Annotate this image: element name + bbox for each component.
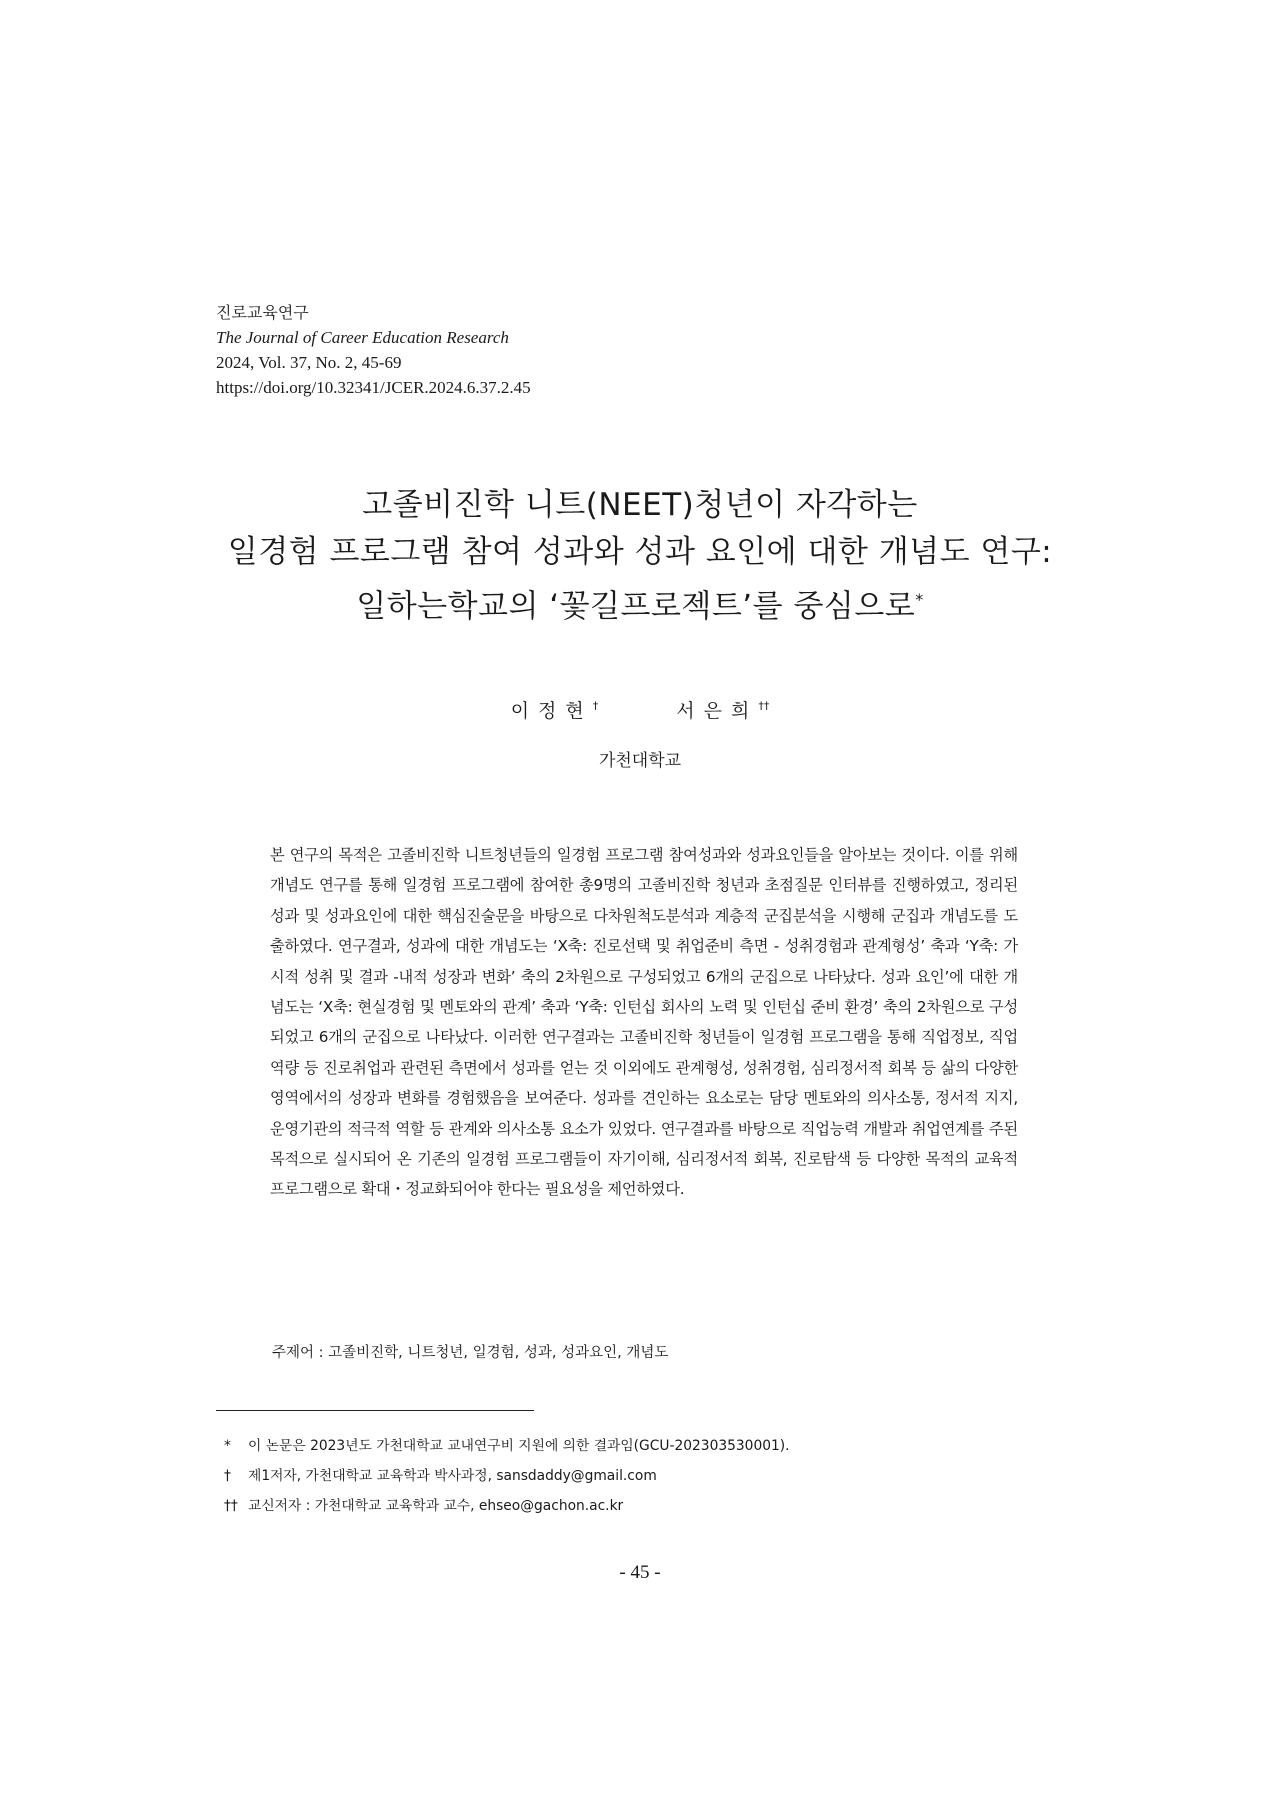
- author-1-name: 이정현: [510, 700, 593, 722]
- author-1-mark: †: [592, 699, 599, 713]
- footnote-divider: [216, 1410, 534, 1411]
- footnotes: [224, 1431, 790, 1521]
- journal-doi[interactable]: https://doi.org/10.32341/JCER.2024.6.37.2.45: [216, 378, 531, 397]
- journal-name-ko: 진로교육연구: [216, 303, 309, 322]
- footnote-3: [224, 1491, 790, 1521]
- footnote-3-mark: ††: [224, 1498, 238, 1514]
- footnote-1-text: 이 논문은 2023년도 가천대학교 교내연구비 지원에 의한 결과임(GCU-202303530001).: [248, 1438, 790, 1454]
- footnote-3-text: 교신저자 : 가천대학교 교육학과 교수, ehseo@gachon.ac.kr: [248, 1498, 624, 1514]
- footnote-2: [224, 1461, 790, 1491]
- journal-info: [216, 300, 531, 400]
- author-2-name: 서은희: [676, 700, 759, 722]
- title-line-3: 일하는학교의 ‘꽃길프로젝트’를 중심으로: [356, 588, 916, 625]
- title-line-1: 고졸비진학 니트(NEET)청년이 자각하는: [362, 487, 918, 523]
- title-line-3-wrap: [0, 576, 1280, 630]
- footnote-2-text: 제1저자, 가천대학교 교육학과 박사과정, sansdaddy@gmail.com: [248, 1468, 657, 1484]
- footnote-2-mark: †: [224, 1468, 231, 1484]
- title-line-2: 일경험 프로그램 참여 성과와 성과 요인에 대한 개념도 연구:: [227, 534, 1053, 570]
- journal-name-en: The Journal of Career Education Research: [216, 328, 509, 347]
- author-list: [0, 696, 1280, 723]
- abstract: 본 연구의 목적은 고졸비진학 니트청년들의 일경험 프로그램 참여성과와 성과요인들을 알아보는 것이다. 이를 위해 개념도 연구를 통해 일경험 프로그램에 참여한 총9명의 고졸비진학 청년과 초점질문 인터뷰를 진행하였고, 정리된 성과 및 성과요인에 대한 핵심진술문을 바탕으로 다차원척도분석과 계층적 군집분석을 시행해 군집과 개념도를 도출하였다. 연구결과, 성과에 대한 개념도는 ‘X축: 진로선택 및 취업준비 측면 - 성취경험과 관계형성’ 축과 ‘Y축: 가시적 성취 및 결과 -내적 성장과 변화’ 축의 2차원으로 구성되었고 6개의 군집으로 나타났다. 성과 요인’에 대한 개념도는 ‘X축: 현실경험 및 멘토와의 관계’ 축과 ‘Y축: 인턴십 회사의 노력 및 인턴십 준비 환경’ 축의 2차원으로 구성되었고 6개의 군집으로 나타났다. 이러한 연구결과는 고졸비진학 청년들이 일경험 프로그램을 통해 직업정보, 직업역량 등 진로취업과 관련된 측면에서 성과를 얻는 것 이외에도 관계형성, 성취경험, 심리정서적 회복 등 삶의 다양한 영역에서의 성장과 변화를 경험했음을 보여준다. 성과를 견인하는 요소로는 담당 멘토와의 의사소통, 정서적 지지, 운영기관의 적극적 역할 등 관계와 의사소통 요소가 있었다. 연구결과를 바탕으로 직업능력 개발과 취업연계를 주된 목적으로 실시되어 온 기존의 일경험 프로그램들이 자기이해, 심리정서적 회복, 진로탐색 등 다양한 목적의 교육적 프로그램으로 확대・정교화되어야 한다는 필요성을 제언하였다.: [270, 846, 1018, 1199]
- paper-title: [0, 482, 1280, 630]
- author-2-mark: ††: [758, 699, 770, 713]
- title-footnote-mark: *: [915, 590, 924, 609]
- keywords: 주제어 : 고졸비진학, 니트청년, 일경험, 성과, 성과요인, 개념도: [272, 1345, 669, 1361]
- journal-volume: 2024, Vol. 37, No. 2, 45-69: [216, 353, 402, 372]
- footnote-1: [224, 1431, 790, 1461]
- page-number: - 45 -: [619, 1562, 661, 1583]
- footnote-1-mark: *: [224, 1438, 231, 1454]
- affiliation: 가천대학교: [598, 751, 682, 771]
